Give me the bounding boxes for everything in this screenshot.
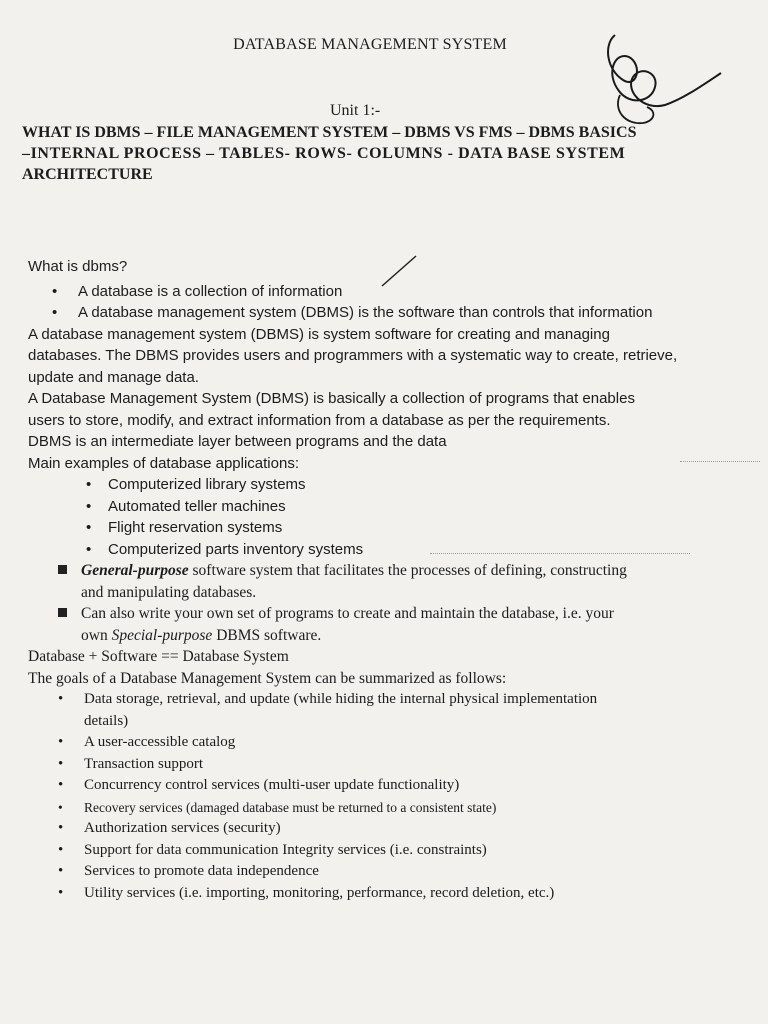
- bullet-icon: •: [58, 755, 64, 772]
- bullet-icon: •: [58, 734, 64, 750]
- topics-line: –INTERNAL PROCESS – TABLES- ROWS- COLUMNS - DATA BASE SYSTEM: [22, 145, 626, 162]
- bullet-icon: •: [86, 497, 92, 515]
- list-item-text: DBMS software.: [212, 626, 322, 644]
- equation-line: Database + Software == Database System: [28, 648, 289, 665]
- bullet-icon: •: [52, 304, 58, 321]
- list-item-text: own: [81, 626, 112, 644]
- unit-label: Unit 1:-: [330, 102, 381, 119]
- list-item: [28, 732, 728, 754]
- topics-line: WHAT IS DBMS – FILE MANAGEMENT SYSTEM – DBMS VS FMS – DBMS BASICS: [22, 124, 637, 141]
- list-item: [28, 861, 728, 883]
- list-item: [28, 517, 728, 539]
- list-item: [28, 775, 728, 797]
- list-item: [28, 539, 728, 561]
- list-item: [28, 797, 728, 819]
- bullet-icon: •: [58, 777, 64, 793]
- list-item: [28, 840, 728, 862]
- list-item-text: Flight reservation systems: [108, 519, 283, 536]
- list-item: [28, 754, 728, 776]
- list-item: [28, 818, 728, 840]
- paragraph-line: A database management system (DBMS) is system software for creating and managing: [28, 325, 610, 343]
- paragraph-line: A Database Management System (DBMS) is basically a collection of programs that enables: [28, 390, 635, 407]
- square-bullet-icon: [58, 565, 67, 574]
- list-item: [28, 496, 728, 518]
- bullet-icon: •: [58, 820, 64, 836]
- emphasis-text: General-purpose: [81, 562, 189, 579]
- list-item: [28, 281, 728, 303]
- emphasis-text: Special-purpose: [111, 626, 213, 644]
- bullet-icon: •: [86, 540, 92, 558]
- paragraph-line: update and manage data.: [28, 368, 199, 386]
- bullet-icon: •: [58, 691, 64, 707]
- list-item-text: Transaction support: [84, 755, 204, 772]
- list-item-text: Utility services (i.e. importing, monitoring, performance, record deletion, etc.): [84, 884, 555, 901]
- list-item-text: A database is a collection of information: [78, 282, 343, 300]
- list-item-text: Automated teller machines: [108, 497, 286, 515]
- goals-heading: The goals of a Database Management System can be summarized as follows:: [28, 669, 507, 687]
- document-body: [28, 256, 728, 904]
- bullet-icon: •: [58, 799, 63, 815]
- document-title: DATABASE MANAGEMENT SYSTEM: [233, 36, 507, 53]
- paragraph-line: users to store, modify, and extract information from a database as per the requirements.: [28, 411, 611, 429]
- list-item: [28, 474, 728, 496]
- list-item-text: Concurrency control services (multi-user update functionality): [84, 777, 460, 793]
- list-item: [28, 560, 728, 582]
- list-item: [28, 603, 728, 625]
- list-item: [28, 883, 728, 905]
- list-item-text: Recovery services (damaged database must be returned to a consistent state): [84, 799, 497, 815]
- bullet-icon: •: [86, 519, 92, 536]
- list-item-text: Computerized parts inventory systems: [108, 540, 364, 558]
- bullet-icon: •: [58, 884, 64, 901]
- bullet-icon: •: [52, 282, 58, 300]
- list-item-text: Services to promote data independence: [84, 863, 319, 879]
- list-item-text: Support for data communication Integrity services (i.e. constraints): [84, 841, 487, 858]
- list-item-continuation: details): [84, 712, 129, 729]
- list-item-continuation: and manipulating databases.: [81, 583, 257, 601]
- list-item-text: A user-accessible catalog: [84, 734, 236, 750]
- list-item-text: Can also write your own set of programs to create and maintain the database, i.e. your: [81, 605, 614, 622]
- paragraph-line: databases. The DBMS provides users and programmers with a systematic way to create, retrieve,: [28, 347, 678, 364]
- list-item-text: A database management system (DBMS) is the software than controls that information: [78, 304, 653, 321]
- list-item-continuation: [28, 625, 728, 647]
- list-item: [28, 302, 728, 324]
- list-item-text: Computerized library systems: [108, 476, 306, 493]
- section-heading: What is dbms?: [28, 258, 128, 275]
- bullet-icon: •: [86, 476, 92, 493]
- bullet-icon: •: [58, 841, 64, 858]
- examples-heading: Main examples of database applications:: [28, 454, 299, 472]
- paragraph-line: DBMS is an intermediate layer between programs and the data: [28, 433, 447, 450]
- list-item-text: Authorization services (security): [84, 820, 281, 836]
- list-item: [28, 689, 728, 711]
- bullet-icon: •: [58, 863, 64, 879]
- topics-line: ARCHITECTURE: [22, 166, 153, 183]
- list-item-text: software system that facilitates the processes of defining, constructing: [188, 562, 627, 579]
- list-item-text: Data storage, retrieval, and update (while hiding the internal physical implementation: [84, 691, 598, 707]
- unit-topics: [22, 122, 702, 185]
- square-bullet-icon: [58, 608, 67, 617]
- handwritten-signature-icon: [585, 25, 725, 135]
